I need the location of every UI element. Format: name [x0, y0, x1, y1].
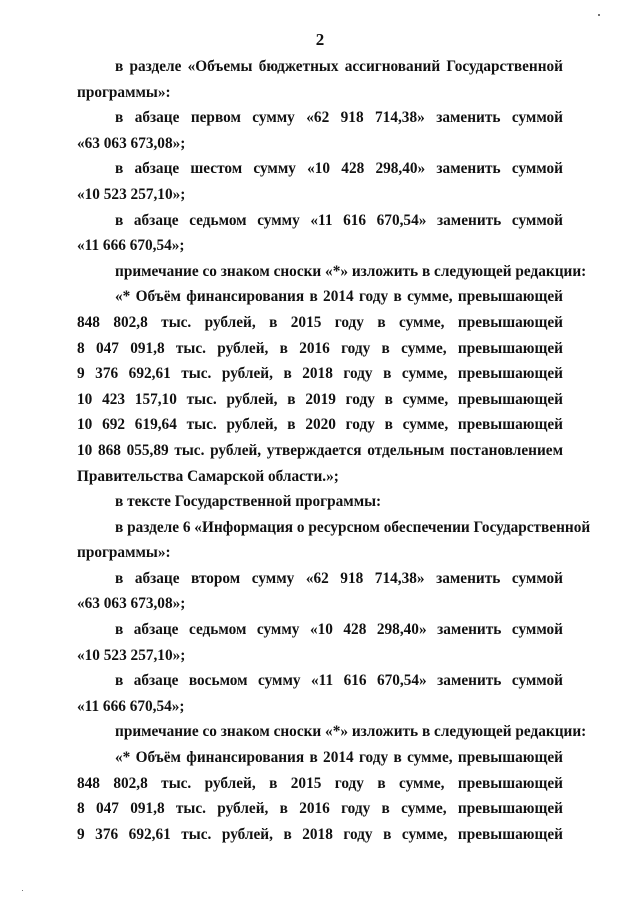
text-line: в разделе «Объемы бюджетных ассигнований Государственной — [115, 58, 563, 75]
text-line: «63 063 673,08»; — [77, 134, 186, 152]
text-line: в абзаце втором сумму «62 918 714,38» заменить суммой — [115, 569, 563, 587]
text-line: 10 423 157,10 тыс. рублей, в 2019 году в сумме, превышающей — [77, 390, 563, 408]
paragraph — [77, 208, 563, 259]
text-line: программы»: — [77, 83, 171, 101]
paragraph — [77, 54, 563, 105]
text-line: в абзаце седьмом сумму «11 616 670,54» заменить суммой — [115, 211, 563, 229]
paragraph — [77, 719, 587, 745]
paragraph — [77, 617, 563, 668]
text-line: 9 376 692,61 тыс. рублей, в 2018 году в сумме, превышающей — [77, 365, 563, 383]
text-line: примечание со знаком сноски «*» изложить в следующей редакции: — [115, 262, 587, 280]
text-line: «* Объём финансирования в 2014 году в сумме, превышающей — [115, 288, 563, 306]
paragraph — [77, 489, 563, 515]
text-line: в абзаце седьмом сумму «10 428 298,40» заменить суммой — [115, 621, 563, 639]
text-line: 848 802,8 тыс. рублей, в 2015 году в сумме, превышающей — [77, 774, 563, 792]
text-line: «10 523 257,10»; — [77, 646, 186, 664]
text-line: 8 047 091,8 тыс. рублей, в 2016 году в сумме, превышающей — [77, 339, 563, 357]
text-line: в разделе 6 «Информация о ресурсном обеспечении Государственной — [115, 518, 591, 536]
page-number: 2 — [315, 30, 325, 49]
text-line: 848 802,8 тыс. рублей, в 2015 году в сумме, превышающей — [77, 313, 563, 331]
scan-speck — [22, 890, 23, 891]
text-line: 10 868 055,89 тыс. рублей, утверждается отдельным постановлением — [77, 441, 563, 459]
paragraph — [77, 284, 563, 489]
text-line: Правительства Самарской области.»; — [77, 467, 339, 485]
text-line: «63 063 673,08»; — [77, 595, 186, 613]
paragraph — [77, 105, 563, 156]
scan-speck — [598, 14, 600, 16]
paragraph — [77, 668, 563, 719]
text-line: в абзаце восьмом сумму «11 616 670,54» заменить суммой — [115, 672, 563, 690]
document-body — [77, 54, 591, 847]
text-line: 10 692 619,64 тыс. рублей, в 2020 году в сумме, превышающей — [77, 416, 563, 434]
text-line: в абзаце первом сумму «62 918 714,38» заменить суммой — [115, 109, 563, 127]
paragraph — [77, 156, 563, 207]
paragraph — [77, 259, 587, 285]
text-line: «* Объём финансирования в 2014 году в сумме, превышающей — [115, 749, 563, 767]
text-line: 9 376 692,61 тыс. рублей, в 2018 году в сумме, превышающей — [77, 825, 563, 843]
text-line: «11 666 670,54»; — [77, 237, 185, 255]
text-line: 8 047 091,8 тыс. рублей, в 2016 году в сумме, превышающей — [77, 800, 563, 818]
text-line: «10 523 257,10»; — [77, 185, 186, 203]
text-line: «11 666 670,54»; — [77, 697, 185, 715]
text-line: в абзаце шестом сумму «10 428 298,40» заменить суммой — [115, 160, 563, 178]
paragraph — [77, 745, 563, 847]
text-line: программы»: — [77, 544, 171, 562]
text-line: примечание со знаком сноски «*» изложить в следующей редакции: — [115, 723, 587, 741]
paragraph — [77, 566, 563, 617]
text-line: в тексте Государственной программы: — [115, 493, 382, 511]
paragraph — [77, 515, 591, 566]
